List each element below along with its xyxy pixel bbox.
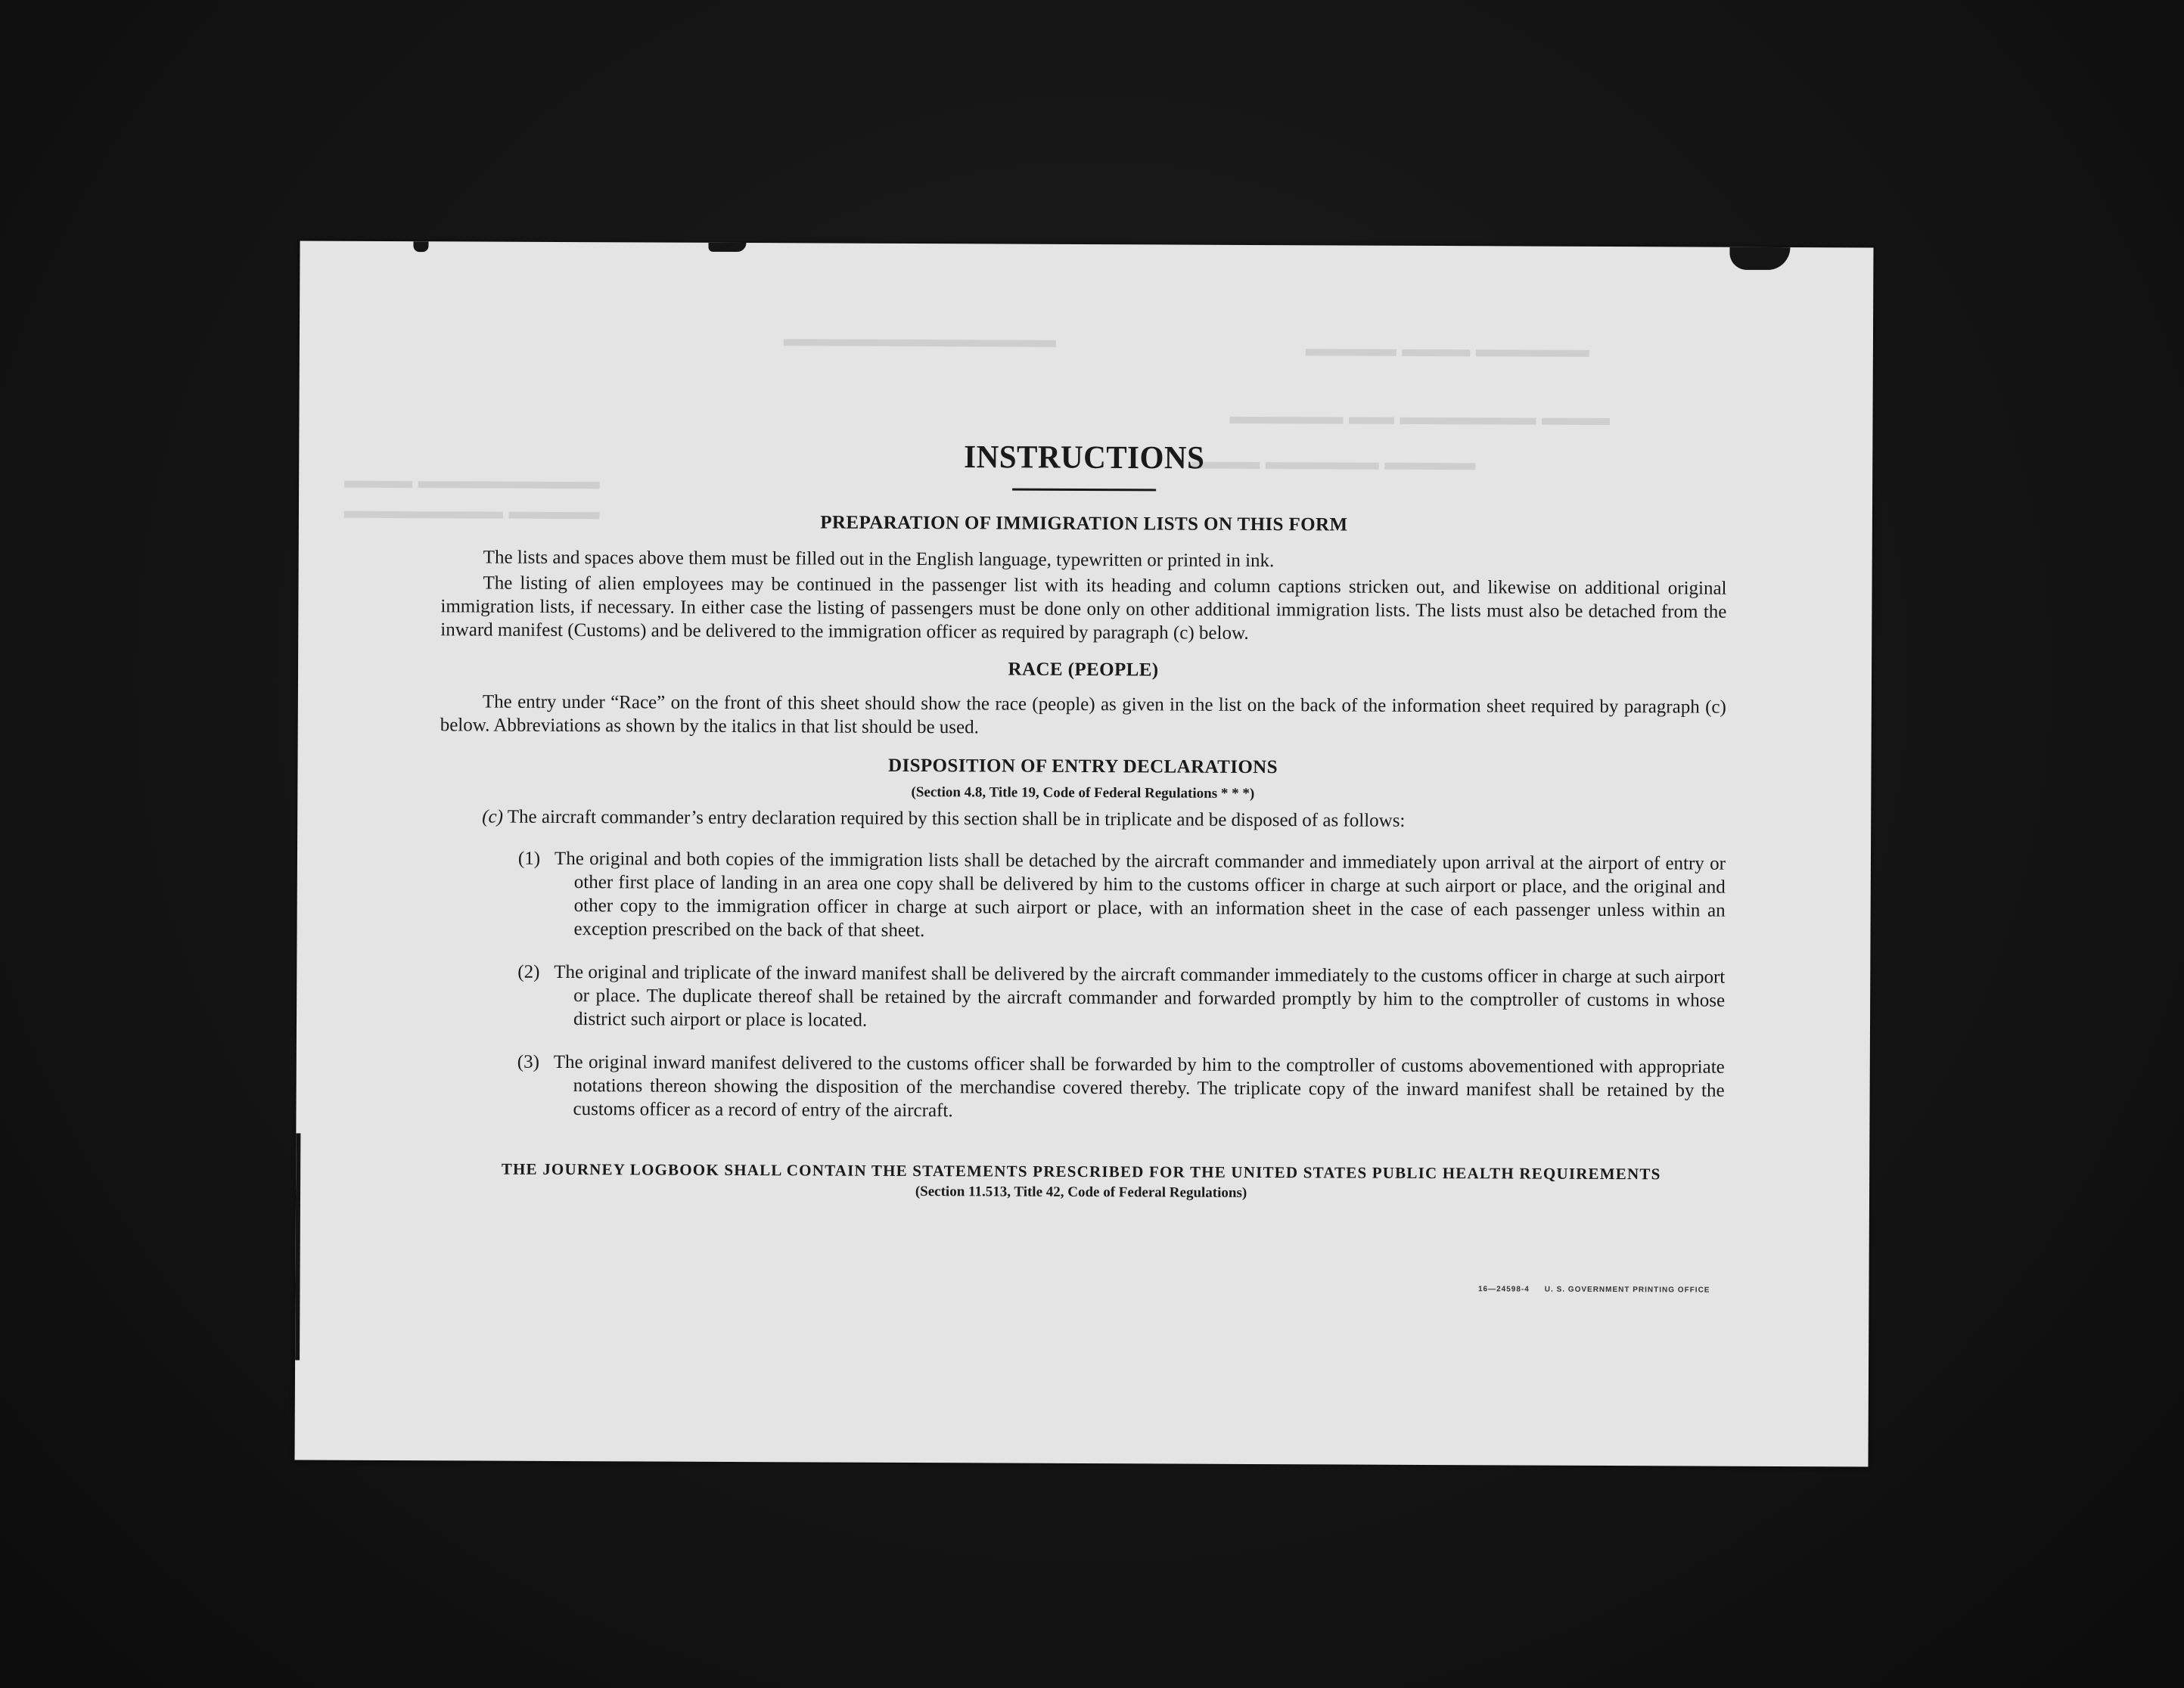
bleed-through-mark: ▬▬▬▬ ▬▬▬▬▬▬▬ — [343, 498, 600, 525]
item-marker: (3) — [517, 1051, 540, 1072]
disposition-citation: (Section 4.8, Title 19, Code of Federal Regulations * * *) — [911, 784, 1255, 802]
printer-imprint — [1478, 1285, 1710, 1294]
item-marker: (1) — [517, 848, 541, 869]
preparation-paragraph-2: The listing of alien employees may be continued in the passenger list with its heading and column captions stricken out, and likewise on additional original immigration lists, if necessary. In either case the listing of passengers must be done only on other additional immigration lists. The lists must also be detached from the inward manifest (Customs) and be delivered to the immigration officer as required by paragraph (c) below. — [440, 572, 1727, 644]
public-health-footer: THE JOURNEY LOGBOOK SHALL CONTAIN THE STATEMENTS PRESCRIBED FOR THE UNITED STATES PUBLIC HEALTH REQUIREMENTS — [501, 1159, 1661, 1184]
race-paragraph: The entry under “Race” on the front of this sheet should show the race (people) as given in the list on the back of the information sheet required by paragraph (c) below. Abbreviations as shown by the italics in that list should be used. — [440, 691, 1726, 738]
preparation-paragraph-1: The lists and spaces above them must be filled out in the English language, typewritten or printed in ink. — [483, 547, 1275, 572]
section-heading-preparation: PREPARATION OF IMMIGRATION LISTS ON THIS FORM — [820, 512, 1348, 535]
section-heading-disposition: DISPOSITION OF ENTRY DECLARATIONS — [887, 755, 1278, 778]
page-title: INSTRUCTIONS — [964, 438, 1205, 476]
disposition-item-1 — [517, 847, 1726, 946]
item-text: The original and triplicate of the inward manifest shall be delivered by the aircraft commander immediately to the customs officer in charge at such airport or place. The duplicate thereof shall be retained by the aircraft commander and forwarded promptly by him to the comptroller of customs in whose district such airport or place is located. — [554, 961, 1726, 1031]
form-sheet — [294, 240, 1873, 1466]
disposition-item-2 — [517, 960, 1725, 1036]
public-health-citation: (Section 11.513, Title 42, Code of Federal Regulations) — [915, 1184, 1247, 1201]
item-text: The original and both copies of the immigration lists shall be detached by the aircraft commander and immediately upon arrival at the airport of entry or other first place of landing in an area one copy shall be delivered by him to the customs officer in charge at such airport or place, and the original and other copy to the immigration officer in charge at such airport or place, with an information sheet in the case of each passenger unless within an exception prescribed on the back of that sheet. — [554, 848, 1726, 942]
form-number: 16—24598-4 — [1477, 1285, 1530, 1294]
bleed-through-mark: ▬▬▬▬▬ ▬▬▬ ▬▬▬▬ — [1305, 336, 1589, 362]
bleed-through-mark: ▬▬▬▬ ▬▬▬▬▬ ▬▬▬ — [1191, 448, 1476, 476]
item-marker: (2) — [517, 961, 540, 982]
bleed-through-mark: ▬▬▬▬▬▬▬▬▬▬▬▬ — [783, 326, 1057, 352]
clause-marker: (c) — [482, 806, 504, 827]
instructions-content — [438, 436, 1727, 1203]
bleed-through-mark: ▬▬▬ ▬▬▬▬▬▬ ▬▬ ▬▬▬▬▬ — [1229, 403, 1611, 431]
torn-edge — [708, 243, 746, 252]
torn-edge — [413, 241, 428, 252]
printer-name: U. S. GOVERNMENT PRINTING OFFICE — [1544, 1285, 1710, 1295]
bleed-through-mark: ▬▬▬▬▬▬▬▬ ▬▬▬ — [344, 467, 600, 495]
section-heading-race: RACE (PEOPLE) — [1008, 659, 1159, 681]
disposition-clause — [482, 805, 1726, 834]
clause-text: The aircraft commander’s entry declaration required by this section shall be in triplicate and be disposed of as follows: — [507, 806, 1406, 831]
disposition-item-3 — [517, 1050, 1724, 1126]
torn-edge — [295, 1133, 300, 1360]
item-text: The original inward manifest delivered to the customs officer shall be forwarded by him to the comptroller of customs abovementioned with appropriate notations thereon showing the disposition of the merchandise covered thereby. The triplicate copy of the inward manifest shall be retained by the customs officer as a record of entry of the aircraft. — [553, 1051, 1725, 1122]
torn-edge — [1729, 247, 1790, 270]
title-underline — [1012, 489, 1156, 492]
